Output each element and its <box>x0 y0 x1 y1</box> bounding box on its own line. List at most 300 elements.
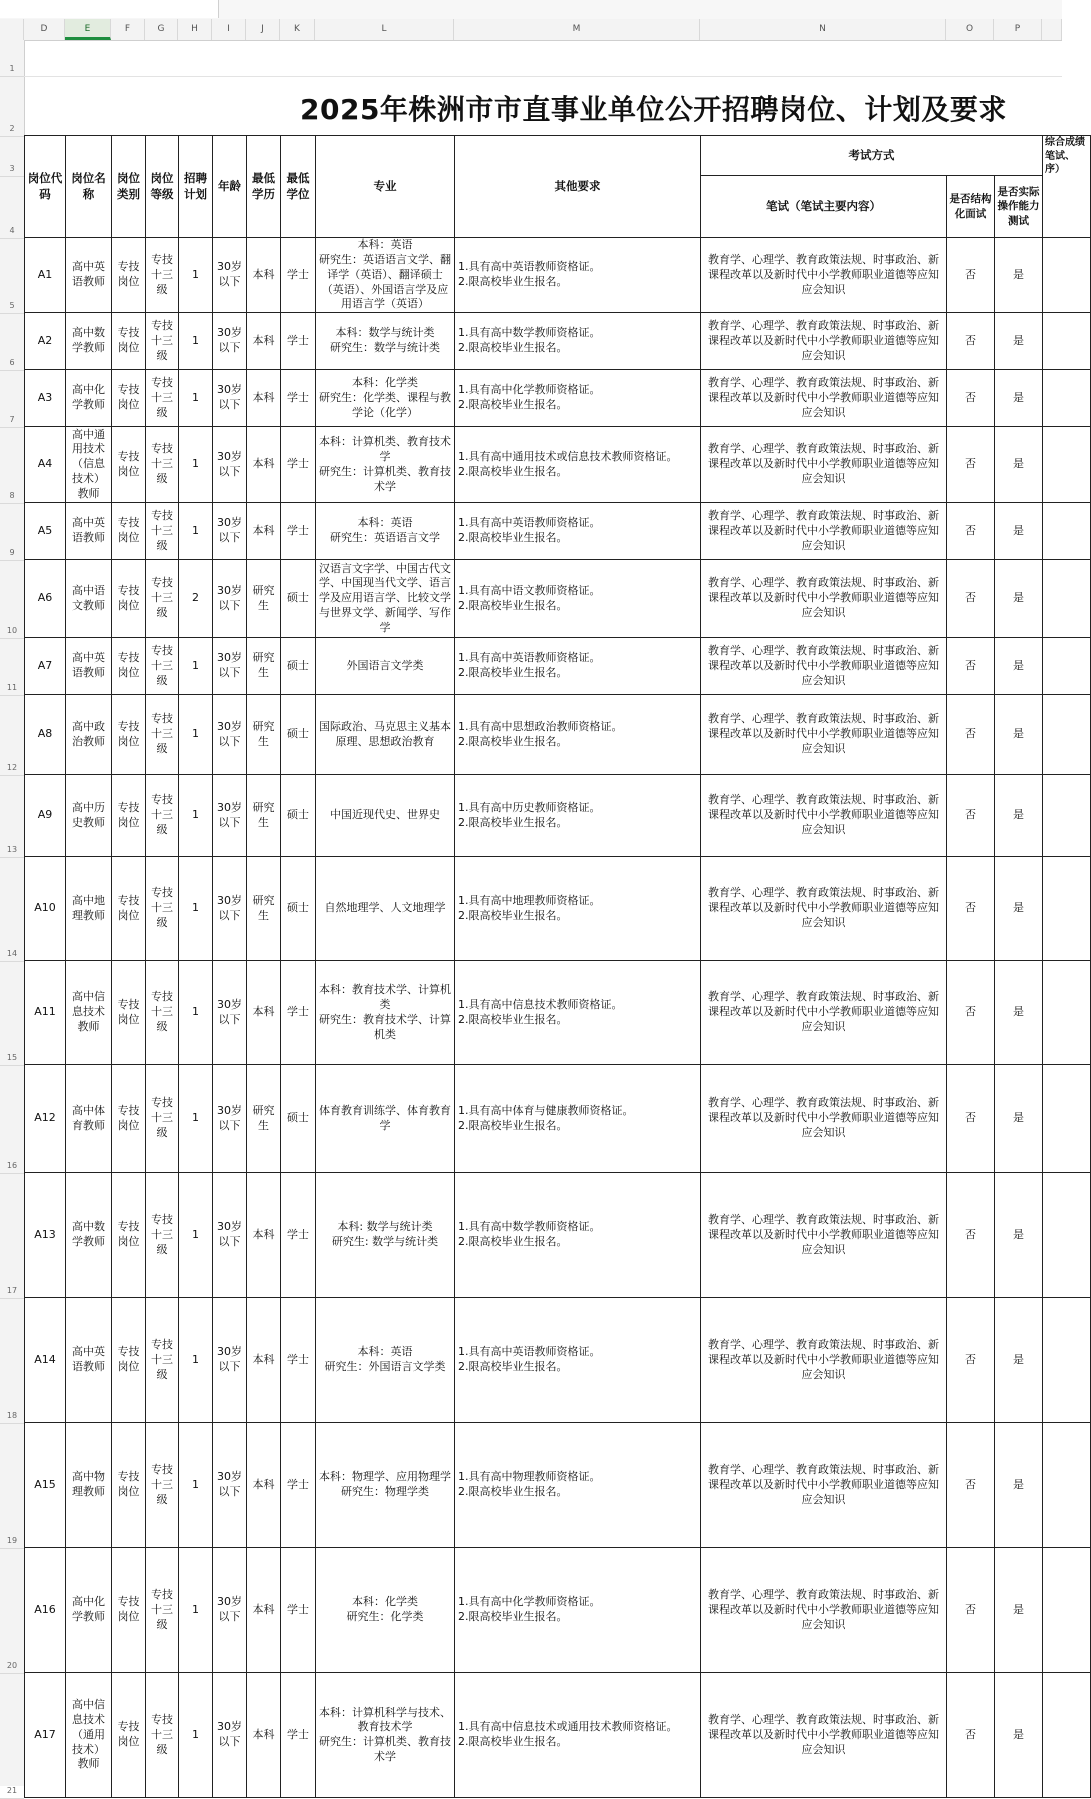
cell-interview[interactable]: 否 <box>947 503 995 560</box>
header-code[interactable]: 岗位代码 <box>25 136 66 238</box>
row-number[interactable]: 9 <box>9 548 15 557</box>
cell-interview[interactable]: 否 <box>947 1548 995 1673</box>
cell-name[interactable]: 高中历史教师 <box>66 775 112 857</box>
cell-code[interactable]: A2 <box>25 313 66 370</box>
cell-written[interactable]: 教育学、心理学、教育政策法规、时事政治、新课程改革以及新时代中小学教师职业道德等应知应会知识 <box>701 775 947 857</box>
cell-degree[interactable]: 学士 <box>281 313 316 370</box>
cell-interview[interactable]: 否 <box>947 638 995 695</box>
cell-composite[interactable] <box>1043 857 1091 961</box>
cell-age[interactable]: 30岁以下 <box>213 961 247 1065</box>
cell-degree[interactable]: 学士 <box>281 1173 316 1298</box>
row-number[interactable]: 21 <box>6 1786 18 1795</box>
row-number[interactable]: 16 <box>6 1161 18 1170</box>
header-education[interactable]: 最低学历 <box>247 136 281 238</box>
cell-practical[interactable]: 是 <box>995 1173 1043 1298</box>
row-divider <box>0 238 24 239</box>
header-level[interactable]: 岗位等级 <box>146 136 179 238</box>
cell-name[interactable]: 高中数学教师 <box>66 1173 112 1298</box>
cell-category[interactable]: 专技岗位 <box>112 961 146 1065</box>
column-header-k[interactable]: K <box>280 19 315 40</box>
cell-written[interactable]: 教育学、心理学、教育政策法规、时事政治、新课程改革以及新时代中小学教师职业道德等应知应会知识 <box>701 427 947 503</box>
header-exam[interactable]: 考试方式 <box>701 136 1043 176</box>
cell-written[interactable]: 教育学、心理学、教育政策法规、时事政治、新课程改革以及新时代中小学教师职业道德等应知应会知识 <box>701 370 947 427</box>
cell-category[interactable]: 专技岗位 <box>112 1423 146 1548</box>
cell-degree[interactable]: 学士 <box>281 238 316 313</box>
cell-composite[interactable] <box>1043 238 1091 313</box>
cell-name[interactable]: 高中信息技术教师 <box>66 961 112 1065</box>
column-header-e[interactable]: E <box>65 19 111 40</box>
cell-education[interactable]: 本科 <box>247 1298 281 1423</box>
cell-other[interactable]: 1.具有高中化学教师资格证。 2.限高校毕业生报名。 <box>455 1548 701 1673</box>
cell-major[interactable]: 本科: 数学与统计类 研究生: 数学与统计类 <box>316 1173 455 1298</box>
cell-name[interactable]: 高中体育教师 <box>66 1065 112 1173</box>
row-number[interactable]: 5 <box>9 301 15 310</box>
cell-name[interactable]: 高中语文教师 <box>66 560 112 638</box>
cell-major[interactable]: 本科：英语 研究生：外国语言文学类 <box>316 1298 455 1423</box>
cell-interview[interactable]: 否 <box>947 961 995 1065</box>
cell-education[interactable]: 本科 <box>247 427 281 503</box>
table-row <box>25 427 1091 503</box>
cell-category[interactable]: 专技岗位 <box>112 370 146 427</box>
header-name[interactable]: 岗位名称 <box>66 136 112 238</box>
row-number[interactable]: 15 <box>6 1053 18 1062</box>
cell-name[interactable]: 高中英语教师 <box>66 238 112 313</box>
cell-age[interactable]: 30岁以下 <box>213 1298 247 1423</box>
cell-other[interactable]: 1.具有高中英语教师资格证。 2.限高校毕业生报名。 <box>455 503 701 560</box>
cell-composite[interactable] <box>1043 370 1091 427</box>
row-number[interactable]: 11 <box>6 683 18 692</box>
cell-level[interactable]: 专技十三级 <box>146 1423 179 1548</box>
cell-degree[interactable]: 学士 <box>281 1673 316 1798</box>
cell-interview[interactable]: 否 <box>947 1298 995 1423</box>
cell-plan[interactable]: 1 <box>179 313 213 370</box>
cell-composite[interactable] <box>1043 1065 1091 1173</box>
cell-written[interactable]: 教育学、心理学、教育政策法规、时事政治、新课程改革以及新时代中小学教师职业道德等应知应会知识 <box>701 560 947 638</box>
cell-composite[interactable] <box>1043 313 1091 370</box>
cell-age[interactable]: 30岁以下 <box>213 427 247 503</box>
cell-written[interactable]: 教育学、心理学、教育政策法规、时事政治、新课程改革以及新时代中小学教师职业道德等应知应会知识 <box>701 1065 947 1173</box>
cell-code[interactable]: A7 <box>25 638 66 695</box>
cell-major[interactable]: 本科：物理学、应用物理学 研究生：物理学类 <box>316 1423 455 1548</box>
cell-other[interactable]: 1.具有高中化学教师资格证。 2.限高校毕业生报名。 <box>455 370 701 427</box>
cell-level[interactable]: 专技十三级 <box>146 1298 179 1423</box>
cell-practical[interactable]: 是 <box>995 1298 1043 1423</box>
cell-degree[interactable]: 学士 <box>281 503 316 560</box>
cell-code[interactable]: A14 <box>25 1298 66 1423</box>
cell-name[interactable]: 高中英语教师 <box>66 1298 112 1423</box>
cell-education[interactable]: 研究生 <box>247 638 281 695</box>
cell-degree[interactable]: 学士 <box>281 370 316 427</box>
cell-plan[interactable]: 1 <box>179 370 213 427</box>
cell-name[interactable]: 高中物理教师 <box>66 1423 112 1548</box>
cell-category[interactable]: 专技岗位 <box>112 1673 146 1798</box>
cell-level[interactable]: 专技十三级 <box>146 1673 179 1798</box>
cell-category[interactable]: 专技岗位 <box>112 775 146 857</box>
cell-other[interactable]: 1.具有高中英语教师资格证。 2.限高校毕业生报名。 <box>455 638 701 695</box>
cell-level[interactable]: 专技十三级 <box>146 238 179 313</box>
cell-written[interactable]: 教育学、心理学、教育政策法规、时事政治、新课程改革以及新时代中小学教师职业道德等应知应会知识 <box>701 1173 947 1298</box>
column-header-g[interactable]: G <box>145 19 178 40</box>
column-header-n[interactable]: N <box>700 19 946 40</box>
cell-name[interactable]: 高中化学教师 <box>66 370 112 427</box>
cell-age[interactable]: 30岁以下 <box>213 560 247 638</box>
cell-category[interactable]: 专技岗位 <box>112 638 146 695</box>
cell-category[interactable]: 专技岗位 <box>112 1173 146 1298</box>
row-number[interactable]: 6 <box>9 358 15 367</box>
column-header-l[interactable]: L <box>315 19 454 40</box>
cell-composite[interactable] <box>1043 503 1091 560</box>
cell-code[interactable]: A16 <box>25 1548 66 1673</box>
cell-plan[interactable]: 1 <box>179 1423 213 1548</box>
cell-level[interactable]: 专技十三级 <box>146 695 179 775</box>
cell-code[interactable]: A9 <box>25 775 66 857</box>
cell-other[interactable]: 1.具有高中数学教师资格证。 2.限高校毕业生报名。 <box>455 313 701 370</box>
cell-major[interactable]: 本科：化学类 研究生：化学类 <box>316 1548 455 1673</box>
formula-bar[interactable] <box>0 0 1062 20</box>
cell-plan[interactable]: 1 <box>179 1298 213 1423</box>
cell-written[interactable]: 教育学、心理学、教育政策法规、时事政治、新课程改革以及新时代中小学教师职业道德等应知应会知识 <box>701 695 947 775</box>
cell-composite[interactable] <box>1043 1173 1091 1298</box>
row-number[interactable]: 14 <box>6 949 18 958</box>
cell-major[interactable]: 本科：化学类 研究生：化学类、课程与教学论（化学） <box>316 370 455 427</box>
cell-major[interactable]: 本科：教育技术学、计算机类 研究生：教育技术学、计算机类 <box>316 961 455 1065</box>
cell-age[interactable]: 30岁以下 <box>213 775 247 857</box>
cell-education[interactable]: 研究生 <box>247 695 281 775</box>
cell-level[interactable]: 专技十三级 <box>146 775 179 857</box>
cell-practical[interactable]: 是 <box>995 1065 1043 1173</box>
cell-category[interactable]: 专技岗位 <box>112 503 146 560</box>
cell-practical[interactable]: 是 <box>995 775 1043 857</box>
cell-major[interactable]: 本科：英语 研究生：英语语言文学、翻译学（英语）、翻译硕士（英语）、外国语言学及应用语言学（英语） <box>316 238 455 313</box>
cell-plan[interactable]: 1 <box>179 775 213 857</box>
row-divider <box>0 1298 24 1299</box>
cell-level[interactable]: 专技十三级 <box>146 857 179 961</box>
cell-degree[interactable]: 学士 <box>281 961 316 1065</box>
column-header-i[interactable]: I <box>212 19 246 40</box>
row-divider <box>0 1423 24 1424</box>
cell-interview[interactable]: 否 <box>947 1423 995 1548</box>
cell-category[interactable]: 专技岗位 <box>112 1065 146 1173</box>
cell-written[interactable]: 教育学、心理学、教育政策法规、时事政治、新课程改革以及新时代中小学教师职业道德等应知应会知识 <box>701 961 947 1065</box>
cell-major[interactable]: 中国近现代史、世界史 <box>316 775 455 857</box>
header-age[interactable]: 年龄 <box>213 136 247 238</box>
cell-other[interactable]: 1.具有高中英语教师资格证。 2.限高校毕业生报名。 <box>455 1298 701 1423</box>
cell-code[interactable]: A15 <box>25 1423 66 1548</box>
cell-degree[interactable]: 硕士 <box>281 560 316 638</box>
cell-interview[interactable]: 否 <box>947 775 995 857</box>
select-all-corner[interactable] <box>0 19 24 40</box>
cell-level[interactable]: 专技十三级 <box>146 503 179 560</box>
cell-interview[interactable]: 否 <box>947 1065 995 1173</box>
cell-name[interactable]: 高中地理教师 <box>66 857 112 961</box>
cell-written[interactable]: 教育学、心理学、教育政策法规、时事政治、新课程改革以及新时代中小学教师职业道德等应知应会知识 <box>701 857 947 961</box>
cell-code[interactable]: A17 <box>25 1673 66 1798</box>
cell-interview[interactable]: 否 <box>947 370 995 427</box>
column-header-f[interactable]: F <box>111 19 145 40</box>
cell-written[interactable]: 教育学、心理学、教育政策法规、时事政治、新课程改革以及新时代中小学教师职业道德等应知应会知识 <box>701 313 947 370</box>
cell-practical[interactable]: 是 <box>995 638 1043 695</box>
row-number[interactable]: 12 <box>6 763 18 772</box>
cell-major[interactable]: 汉语言文字学、中国古代文学、中国现当代文学、语言学及应用语言学、比较文学与世界文学、新闻学、写作学 <box>316 560 455 638</box>
cell-code[interactable]: A13 <box>25 1173 66 1298</box>
row-number[interactable]: 18 <box>6 1411 18 1420</box>
cell-level[interactable]: 专技十三级 <box>146 560 179 638</box>
cell-plan[interactable]: 1 <box>179 1065 213 1173</box>
row-number[interactable]: 8 <box>9 491 15 500</box>
cell-level[interactable]: 专技十三级 <box>146 313 179 370</box>
cell-practical[interactable]: 是 <box>995 313 1043 370</box>
header-degree[interactable]: 最低学位 <box>281 136 316 238</box>
cell-category[interactable]: 专技岗位 <box>112 1548 146 1673</box>
cell-composite[interactable] <box>1043 1548 1091 1673</box>
cell-plan[interactable]: 1 <box>179 1173 213 1298</box>
cell-written[interactable]: 教育学、心理学、教育政策法规、时事政治、新课程改革以及新时代中小学教师职业道德等应知应会知识 <box>701 1548 947 1673</box>
cell-level[interactable]: 专技十三级 <box>146 1173 179 1298</box>
header-major[interactable]: 专业 <box>316 136 455 238</box>
cell-plan[interactable]: 1 <box>179 503 213 560</box>
cell-composite[interactable] <box>1043 961 1091 1065</box>
cell-category[interactable]: 专技岗位 <box>112 427 146 503</box>
name-box[interactable] <box>0 0 219 18</box>
cell-practical[interactable]: 是 <box>995 857 1043 961</box>
row-number[interactable]: 3 <box>9 164 15 173</box>
cell-composite[interactable] <box>1043 775 1091 857</box>
cell-plan[interactable]: 1 <box>179 638 213 695</box>
cell-age[interactable]: 30岁以下 <box>213 1548 247 1673</box>
cell-major[interactable]: 本科：英语 研究生：英语语言文学 <box>316 503 455 560</box>
cell-degree[interactable]: 硕士 <box>281 638 316 695</box>
cell-written[interactable]: 教育学、心理学、教育政策法规、时事政治、新课程改革以及新时代中小学教师职业道德等应知应会知识 <box>701 1673 947 1798</box>
column-header-d[interactable]: D <box>24 19 65 40</box>
cell-other[interactable]: 1.具有高中数学教师资格证。 2.限高校毕业生报名。 <box>455 1173 701 1298</box>
cell-degree[interactable]: 学士 <box>281 1298 316 1423</box>
cell-composite[interactable] <box>1043 560 1091 638</box>
cell-interview[interactable]: 否 <box>947 238 995 313</box>
cell-composite[interactable] <box>1043 427 1091 503</box>
column-header-p[interactable]: P <box>994 19 1042 40</box>
cell-education[interactable]: 研究生 <box>247 1065 281 1173</box>
cell-age[interactable]: 30岁以下 <box>213 238 247 313</box>
cell-plan[interactable]: 1 <box>179 238 213 313</box>
cell-plan[interactable]: 1 <box>179 857 213 961</box>
cell-code[interactable]: A5 <box>25 503 66 560</box>
cell-education[interactable]: 本科 <box>247 1548 281 1673</box>
row-divider <box>0 1673 24 1674</box>
cell-practical[interactable]: 是 <box>995 503 1043 560</box>
cell-category[interactable]: 专技岗位 <box>112 560 146 638</box>
row-number[interactable]: 2 <box>9 124 15 133</box>
cell-category[interactable]: 专技岗位 <box>112 238 146 313</box>
row-number[interactable]: 17 <box>6 1286 18 1295</box>
cell-interview[interactable]: 否 <box>947 1173 995 1298</box>
cell-level[interactable]: 专技十三级 <box>146 370 179 427</box>
cell-education[interactable]: 本科 <box>247 1673 281 1798</box>
cell-code[interactable]: A4 <box>25 427 66 503</box>
cell-other[interactable]: 1.具有高中地理教师资格证。 2.限高校毕业生报名。 <box>455 857 701 961</box>
cell-education[interactable]: 研究生 <box>247 560 281 638</box>
cell-major[interactable]: 体育教育训练学、体育教育学 <box>316 1065 455 1173</box>
column-header-q[interactable] <box>1042 19 1062 40</box>
cell-education[interactable]: 本科 <box>247 1173 281 1298</box>
cell-age[interactable]: 30岁以下 <box>213 857 247 961</box>
cell-education[interactable]: 研究生 <box>247 775 281 857</box>
row-number[interactable]: 4 <box>9 226 15 235</box>
cell-composite[interactable] <box>1043 638 1091 695</box>
cell-age[interactable]: 30岁以下 <box>213 638 247 695</box>
cell-other[interactable]: 1.具有高中信息技术或通用技术教师资格证。 2.限高校毕业生报名。 <box>455 1673 701 1798</box>
cell-degree[interactable]: 硕士 <box>281 775 316 857</box>
cell-practical[interactable]: 是 <box>995 961 1043 1065</box>
cell-education[interactable]: 本科 <box>247 238 281 313</box>
row-number[interactable]: 1 <box>9 64 15 73</box>
cell-plan[interactable]: 2 <box>179 560 213 638</box>
cell-name[interactable]: 高中通用技术（信息技术）教师 <box>66 427 112 503</box>
cell-plan[interactable]: 1 <box>179 1673 213 1798</box>
cell-interview[interactable]: 否 <box>947 427 995 503</box>
cell-age[interactable]: 30岁以下 <box>213 1673 247 1798</box>
cell-practical[interactable]: 是 <box>995 370 1043 427</box>
cell-practical[interactable]: 是 <box>995 427 1043 503</box>
cell-level[interactable]: 专技十三级 <box>146 427 179 503</box>
cell-level[interactable]: 专技十三级 <box>146 638 179 695</box>
sheet-title[interactable]: 2025年株洲市市直事业单位公开招聘岗位、计划及要求 <box>300 93 1007 126</box>
header-other[interactable]: 其他要求 <box>455 136 701 238</box>
cell-composite[interactable] <box>1043 1298 1091 1423</box>
cell-other[interactable]: 1.具有高中思想政治教师资格证。 2.限高校毕业生报名。 <box>455 695 701 775</box>
cell-code[interactable]: A12 <box>25 1065 66 1173</box>
cell-education[interactable]: 本科 <box>247 370 281 427</box>
header-written[interactable]: 笔试（笔试主要内容） <box>701 176 947 238</box>
cell-age[interactable]: 30岁以下 <box>213 503 247 560</box>
cell-degree[interactable]: 硕士 <box>281 1065 316 1173</box>
cell-code[interactable]: A1 <box>25 238 66 313</box>
cell-other[interactable]: 1.具有高中通用技术或信息技术教师资格证。 2.限高校毕业生报名。 <box>455 427 701 503</box>
table-row <box>25 638 1091 695</box>
cell-major[interactable]: 本科：数学与统计类 研究生：数学与统计类 <box>316 313 455 370</box>
cell-practical[interactable]: 是 <box>995 1548 1043 1673</box>
cell-composite[interactable] <box>1043 1423 1091 1548</box>
cell-major[interactable]: 本科：计算机科学与技术、教育技术学 研究生：计算机类、教育技术学 <box>316 1673 455 1798</box>
cell-practical[interactable]: 是 <box>995 560 1043 638</box>
cell-category[interactable]: 专技岗位 <box>112 1298 146 1423</box>
cell-interview[interactable]: 否 <box>947 695 995 775</box>
cell-age[interactable]: 30岁以下 <box>213 1173 247 1298</box>
cell-category[interactable]: 专技岗位 <box>112 857 146 961</box>
cell-age[interactable]: 30岁以下 <box>213 313 247 370</box>
cell-level[interactable]: 专技十三级 <box>146 1548 179 1673</box>
cell-degree[interactable]: 学士 <box>281 427 316 503</box>
cell-practical[interactable]: 是 <box>995 238 1043 313</box>
cell-plan[interactable]: 1 <box>179 1548 213 1673</box>
cell-education[interactable]: 本科 <box>247 1423 281 1548</box>
header-practical[interactable]: 是否实际操作能力测试 <box>995 176 1043 238</box>
cell-code[interactable]: A8 <box>25 695 66 775</box>
column-header-o[interactable]: O <box>946 19 994 40</box>
cell-code[interactable]: A3 <box>25 370 66 427</box>
cell-code[interactable]: A10 <box>25 857 66 961</box>
column-header-bar <box>0 19 1062 41</box>
column-header-h[interactable]: H <box>178 19 212 40</box>
cell-education[interactable]: 本科 <box>247 961 281 1065</box>
cell-age[interactable]: 30岁以下 <box>213 1423 247 1548</box>
cell-education[interactable]: 本科 <box>247 503 281 560</box>
cell-other[interactable]: 1.具有高中物理教师资格证。 2.限高校毕业生报名。 <box>455 1423 701 1548</box>
header-plan[interactable]: 招聘计划 <box>179 136 213 238</box>
cell-practical[interactable]: 是 <box>995 1673 1043 1798</box>
cell-other[interactable]: 1.具有高中体育与健康教师资格证。 2.限高校毕业生报名。 <box>455 1065 701 1173</box>
cell-composite[interactable] <box>1043 695 1091 775</box>
cell-education[interactable]: 研究生 <box>247 857 281 961</box>
cell-age[interactable]: 30岁以下 <box>213 695 247 775</box>
column-header-j[interactable]: J <box>246 19 280 40</box>
cell-name[interactable]: 高中数学教师 <box>66 313 112 370</box>
row-number[interactable]: 19 <box>6 1536 18 1545</box>
cell-major[interactable]: 国际政治、马克思主义基本原理、思想政治教育 <box>316 695 455 775</box>
row-number[interactable]: 10 <box>6 626 18 635</box>
cell-written[interactable]: 教育学、心理学、教育政策法规、时事政治、新课程改革以及新时代中小学教师职业道德等应知应会知识 <box>701 503 947 560</box>
cell-code[interactable]: A11 <box>25 961 66 1065</box>
cell-degree[interactable]: 学士 <box>281 1423 316 1548</box>
cell-name[interactable]: 高中信息技术（通用技术）教师 <box>66 1673 112 1798</box>
cell-other[interactable]: 1.具有高中语文教师资格证。 2.限高校毕业生报名。 <box>455 560 701 638</box>
cell-name[interactable]: 高中英语教师 <box>66 638 112 695</box>
cell-plan[interactable]: 1 <box>179 961 213 1065</box>
cell-written[interactable]: 教育学、心理学、教育政策法规、时事政治、新课程改革以及新时代中小学教师职业道德等应知应会知识 <box>701 238 947 313</box>
cell-degree[interactable]: 学士 <box>281 1548 316 1673</box>
header-category[interactable]: 岗位类别 <box>112 136 146 238</box>
cell-interview[interactable]: 否 <box>947 560 995 638</box>
cell-code[interactable]: A6 <box>25 560 66 638</box>
cell-education[interactable]: 本科 <box>247 313 281 370</box>
row-number[interactable]: 13 <box>6 845 18 854</box>
cell-category[interactable]: 专技岗位 <box>112 313 146 370</box>
cell-other[interactable]: 1.具有高中英语教师资格证。 2.限高校毕业生报名。 <box>455 238 701 313</box>
row-divider <box>0 76 24 77</box>
cell-written[interactable]: 教育学、心理学、教育政策法规、时事政治、新课程改革以及新时代中小学教师职业道德等应知应会知识 <box>701 1423 947 1548</box>
cell-composite[interactable] <box>1043 1673 1091 1798</box>
cell-category[interactable]: 专技岗位 <box>112 695 146 775</box>
header-interview[interactable]: 是否结构化面试 <box>947 176 995 238</box>
cell-interview[interactable]: 否 <box>947 857 995 961</box>
cell-practical[interactable]: 是 <box>995 695 1043 775</box>
cell-practical[interactable]: 是 <box>995 1423 1043 1548</box>
cell-interview[interactable]: 否 <box>947 1673 995 1798</box>
cell-name[interactable]: 高中化学教师 <box>66 1548 112 1673</box>
cell-plan[interactable]: 1 <box>179 695 213 775</box>
cell-plan[interactable]: 1 <box>179 427 213 503</box>
cell-name[interactable]: 高中政治教师 <box>66 695 112 775</box>
cell-major[interactable]: 外国语言文学类 <box>316 638 455 695</box>
row-number[interactable]: 7 <box>9 415 15 424</box>
cell-other[interactable]: 1.具有高中信息技术教师资格证。 2.限高校毕业生报名。 <box>455 961 701 1065</box>
cell-name[interactable]: 高中英语教师 <box>66 503 112 560</box>
cell-age[interactable]: 30岁以下 <box>213 1065 247 1173</box>
cell-age[interactable]: 30岁以下 <box>213 370 247 427</box>
cell-level[interactable]: 专技十三级 <box>146 1065 179 1173</box>
cell-other[interactable]: 1.具有高中历史教师资格证。 2.限高校毕业生报名。 <box>455 775 701 857</box>
cell-written[interactable]: 教育学、心理学、教育政策法规、时事政治、新课程改革以及新时代中小学教师职业道德等应知应会知识 <box>701 638 947 695</box>
cell-interview[interactable]: 否 <box>947 313 995 370</box>
cell-written[interactable]: 教育学、心理学、教育政策法规、时事政治、新课程改革以及新时代中小学教师职业道德等应知应会知识 <box>701 1298 947 1423</box>
cell-degree[interactable]: 硕士 <box>281 695 316 775</box>
column-header-m[interactable]: M <box>454 19 700 40</box>
header-composite[interactable]: 综合成绩笔试、序） <box>1043 136 1091 238</box>
cell-degree[interactable]: 硕士 <box>281 857 316 961</box>
cell-level[interactable]: 专技十三级 <box>146 961 179 1065</box>
cell-major[interactable]: 本科：计算机类、教育技术学 研究生：计算机类、教育技术学 <box>316 427 455 503</box>
row-number[interactable]: 20 <box>6 1661 18 1670</box>
cell-major[interactable]: 自然地理学、人文地理学 <box>316 857 455 961</box>
